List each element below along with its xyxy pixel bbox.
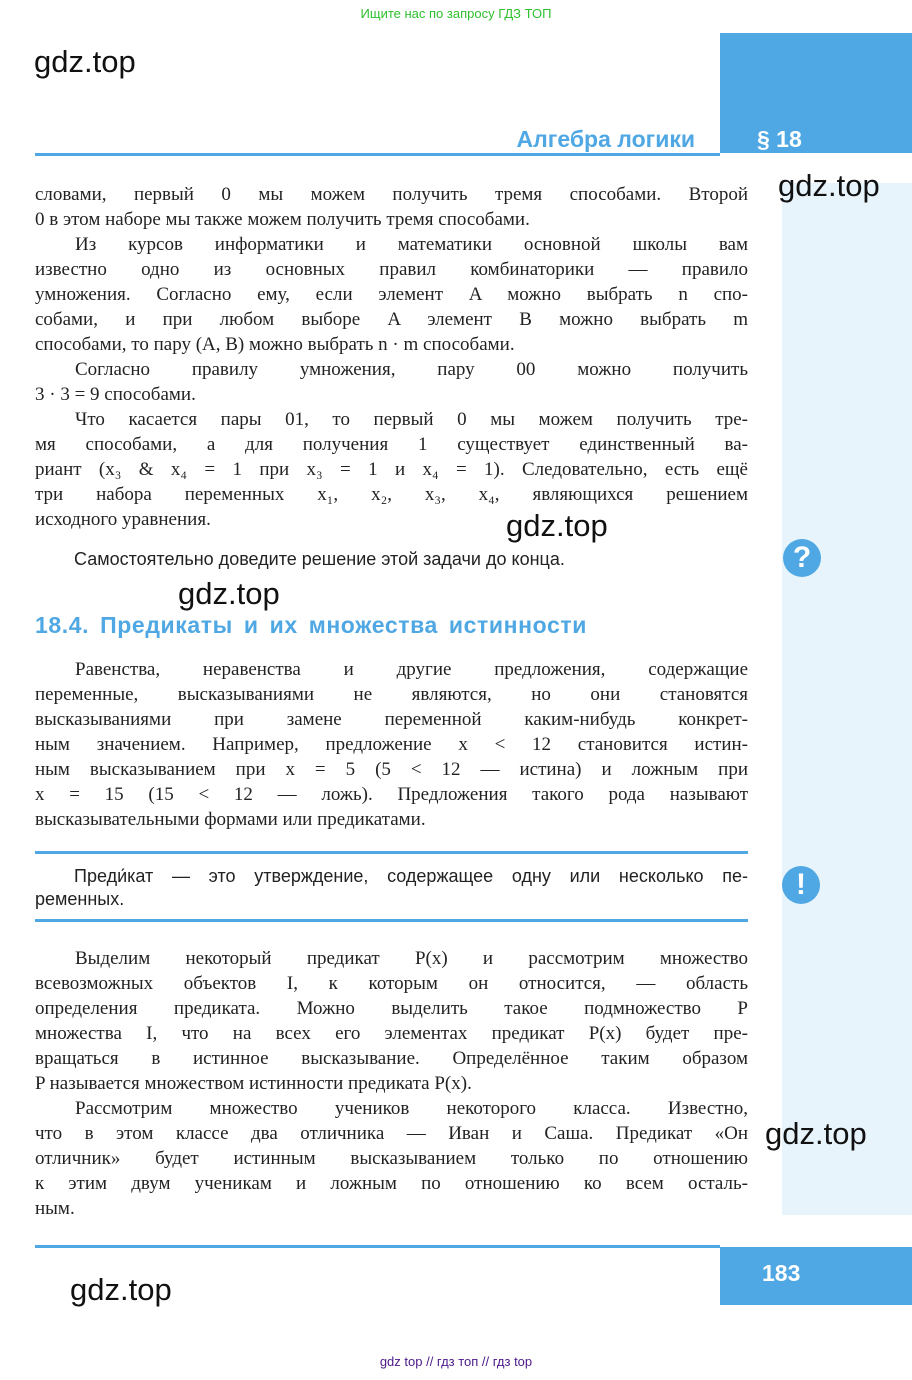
watermark: gdz.top [778, 168, 880, 203]
footer-divider [35, 1245, 720, 1248]
text-line: способами, то пару (A, B) можно выбрать n · m способами. [35, 334, 515, 355]
header-section-box [720, 33, 912, 153]
text-line: высказываниями при замене переменной каким-нибудь конкрет- [35, 709, 748, 730]
question-icon: ? [783, 539, 821, 577]
text-line: Что касается пары 01, то первый 0 мы можем получить тре- [75, 409, 748, 430]
text-line: отличник» будет истинным высказыванием только по отношению [35, 1148, 748, 1169]
top-search-note: Ищите нас по запросу ГДЗ ТОП [360, 6, 552, 21]
text-line: Выделим некоторый предикат P(x) и рассмотрим множество [75, 948, 748, 969]
text-line: три набора переменных x₁, x₂, x₃, x₄, являющихся решением [35, 484, 748, 505]
watermark: gdz.top [34, 44, 136, 79]
text-line: 0 в этом наборе мы также можем получить тремя способами. [35, 209, 530, 230]
exclamation-icon: ! [782, 866, 820, 904]
text-line: вращаться в истинное высказывание. Определённое таким образом [35, 1048, 748, 1069]
paragraph-block-1 [35, 182, 748, 532]
text-line: к этим двум ученикам и ложным по отношению ко всем осталь- [35, 1173, 748, 1194]
text-line: ным высказыванием при x = 5 (5 < 12 — истина) и ложным при [35, 759, 748, 780]
text-line: Рассмотрим множество учеников некоторого класса. Известно, [75, 1098, 748, 1119]
text-line: 3 · 3 = 9 способами. [35, 384, 196, 405]
watermark: gdz.top [765, 1116, 867, 1151]
text-line: множества I, что на всех его элементах предикат P(x) будет пре- [35, 1023, 748, 1044]
text-line: исходного уравнения. [35, 509, 211, 530]
text-line: Согласно правилу умножения, пару 00 можно получить [75, 359, 748, 380]
text-line: риант (x₃ & x₄ = 1 при x₃ = 1 и x₄ = 1). Следовательно, есть ещё [35, 459, 748, 480]
chapter-title: Алгебра логики [516, 126, 695, 152]
text-line: переменные, высказываниями не являются, но они становятся [35, 684, 748, 705]
text-line: мя способами, а для получения 1 существует единственный ва- [35, 434, 748, 455]
text-line: ным значением. Например, предложение x < 12 становится истин- [35, 734, 748, 755]
text-line: определения предиката. Можно выделить такое подмножество P [35, 998, 748, 1019]
definition-bottom-border [35, 919, 748, 922]
page-number-box [720, 1247, 912, 1305]
watermark: gdz.top [178, 576, 280, 611]
definition-box [35, 865, 748, 911]
page-number: 183 [762, 1260, 801, 1286]
watermark: gdz.top [506, 508, 608, 543]
text-line: всевозможных объектов I, к которым он относится, — область [35, 973, 748, 994]
watermark: gdz.top [70, 1272, 172, 1307]
section-number: § 18 [757, 126, 802, 152]
paragraph-block-2 [35, 657, 748, 832]
paragraph-block-3 [35, 946, 748, 1221]
text-line: высказывательными формами или предикатами. [35, 809, 426, 830]
text-line: Равенства, неравенства и другие предложения, содержащие [75, 659, 748, 680]
bottom-links-note: gdz top // гдз топ // гдз top [379, 1354, 533, 1369]
margin-strip [782, 183, 912, 1215]
text-line: x = 15 (15 < 12 — ложь). Предложения такого рода называют [35, 784, 748, 805]
text-line: известно одно из основных правил комбинаторики — правило [35, 259, 748, 280]
section-heading: 18.4. Предикаты и их множества истинности [35, 612, 587, 638]
header-divider [35, 153, 720, 156]
text-line: собами, и при любом выборе A элемент B можно выбрать m [35, 309, 748, 330]
definition-line: Преди́кат — это утверждение, содержащее одну или несколько пе- [74, 866, 748, 886]
text-line: словами, первый 0 мы можем получить тремя способами. Второй [35, 184, 748, 205]
text-line: что в этом классе два отличника — Иван и Саша. Предикат «Он [35, 1123, 748, 1144]
definition-top-border [35, 851, 748, 854]
text-line: Из курсов информатики и математики основной школы вам [75, 234, 748, 255]
text-line: P называется множеством истинности предиката P(x). [35, 1073, 472, 1094]
task-text: Самостоятельно доведите решение этой задачи до конца. [74, 549, 565, 569]
definition-line: ременных. [35, 889, 125, 909]
text-line: ным. [35, 1198, 75, 1219]
text-line: умножения. Согласно ему, если элемент A можно выбрать n спо- [35, 284, 748, 305]
